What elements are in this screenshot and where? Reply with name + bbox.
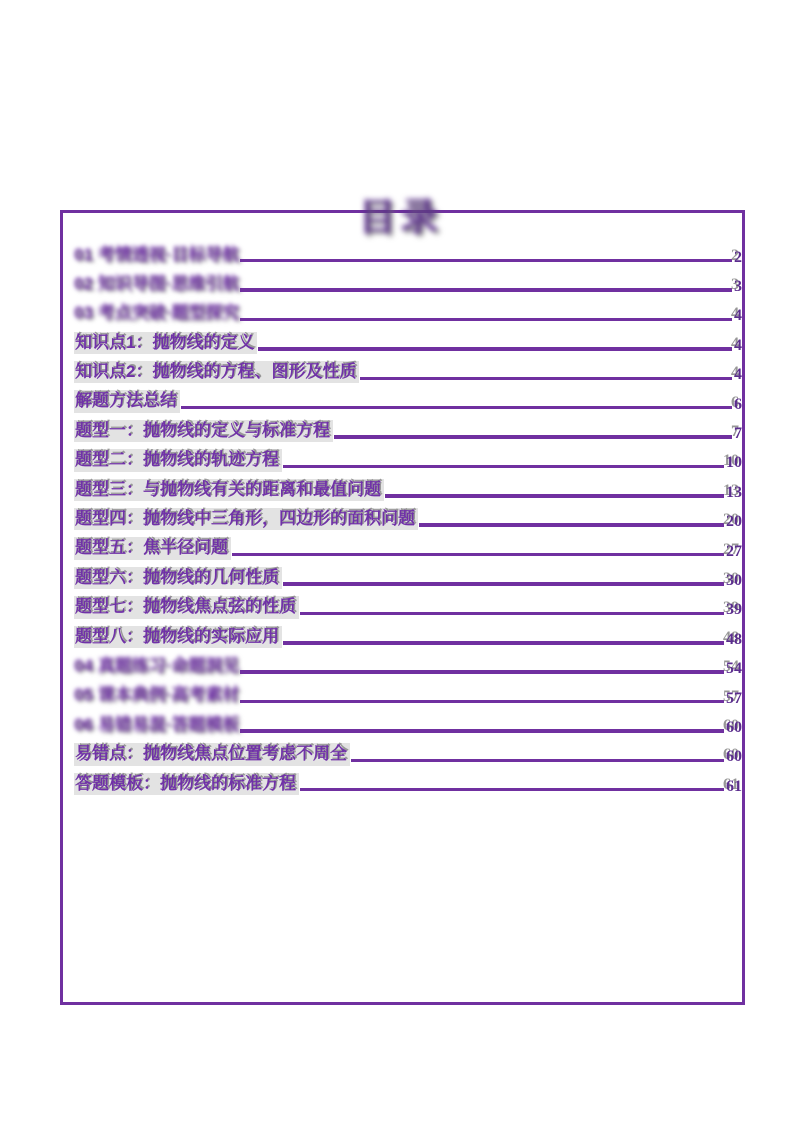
toc-leader-line bbox=[240, 259, 732, 263]
toc-page-number: 61 bbox=[726, 777, 742, 795]
toc-page-number: 7 bbox=[734, 425, 742, 443]
toc-entry-label: 题型四：抛物线中三角形，四边形的面积问题 bbox=[74, 508, 418, 530]
toc-leader-line bbox=[283, 582, 724, 586]
toc-leader-line bbox=[240, 700, 724, 704]
toc-entry[interactable] bbox=[74, 505, 742, 534]
toc-entry-label: 题型五：焦半径问题 bbox=[74, 537, 231, 559]
toc-entry-label: 题型二：抛物线的轨迹方程 bbox=[74, 449, 282, 471]
toc-page-number: 4 bbox=[734, 336, 742, 354]
toc-leader-line bbox=[419, 523, 724, 527]
toc-entry[interactable] bbox=[74, 534, 742, 563]
toc-entry-label: 知识点2：抛物线的方程、图形及性质 bbox=[74, 361, 359, 383]
toc-entry-label: 01 考情透视·目标导航 bbox=[74, 244, 240, 264]
toc-entry-label: 解题方法总结 bbox=[74, 390, 180, 412]
toc-leader-line bbox=[351, 759, 724, 763]
toc-leader-line bbox=[181, 406, 732, 410]
toc-entry[interactable] bbox=[74, 622, 742, 651]
toc-page-number: 54 bbox=[726, 660, 742, 678]
toc-entry[interactable] bbox=[74, 475, 742, 504]
toc-leader-line bbox=[240, 318, 732, 322]
toc-entry-label: 题型三：与抛物线有关的距离和最值问题 bbox=[74, 479, 384, 501]
toc-entry-label: 题型一：抛物线的定义与标准方程 bbox=[74, 420, 333, 442]
toc-page-number: 57 bbox=[726, 689, 742, 707]
toc-entry[interactable] bbox=[74, 240, 742, 269]
toc-title: 目录 bbox=[357, 197, 442, 239]
toc-page-number: 60 bbox=[726, 718, 742, 736]
toc-entry[interactable] bbox=[74, 269, 742, 298]
toc-entry-label: 答题模板：抛物线的标准方程 bbox=[74, 773, 299, 795]
toc-page-number: 3 bbox=[734, 278, 742, 296]
toc-page-number: 39 bbox=[726, 601, 742, 619]
toc-leader-line bbox=[240, 729, 724, 733]
toc-entry-label: 02 知识导图·思维引航 bbox=[74, 273, 240, 293]
toc-page-number: 30 bbox=[726, 571, 742, 589]
toc-entry-label: 题型六：抛物线的几何性质 bbox=[74, 567, 282, 589]
toc-entry-label: 03 考点突破·题型探究 bbox=[74, 303, 240, 323]
toc-leader-line bbox=[240, 670, 724, 674]
toc-entry[interactable] bbox=[74, 740, 742, 769]
toc-leader-line bbox=[360, 377, 732, 381]
toc-leader-line bbox=[258, 347, 732, 351]
toc-entry[interactable] bbox=[74, 563, 742, 592]
toc-leader-line bbox=[283, 641, 724, 645]
toc-entry[interactable] bbox=[74, 593, 742, 622]
toc-entry-label: 题型八：抛物线的实际应用 bbox=[74, 626, 282, 648]
toc-entry[interactable] bbox=[74, 710, 742, 739]
toc-page-number: 6 bbox=[734, 395, 742, 413]
toc-leader-line bbox=[283, 465, 724, 469]
toc-page-number: 60 bbox=[726, 748, 742, 766]
toc-entry[interactable] bbox=[74, 651, 742, 680]
toc-leader-line bbox=[300, 788, 724, 792]
toc-entry[interactable] bbox=[74, 446, 742, 475]
toc-entry[interactable] bbox=[74, 416, 742, 445]
toc-entry-label: 04 真题练习·命题洞见 bbox=[74, 655, 240, 675]
toc-entry-label: 知识点1：抛物线的定义 bbox=[74, 332, 257, 354]
toc-entry-label: 06 易错易混·答题模板 bbox=[74, 714, 240, 734]
toc-entry[interactable] bbox=[74, 299, 742, 328]
toc-leader-line bbox=[385, 494, 724, 498]
toc-entry-label: 易错点：抛物线焦点位置考虑不周全 bbox=[74, 743, 350, 765]
toc-entry[interactable] bbox=[74, 328, 742, 357]
toc-entry-label: 题型七：抛物线焦点弦的性质 bbox=[74, 596, 299, 618]
toc-page-number: 20 bbox=[726, 513, 742, 531]
toc-entry-label: 05 课本典例·高考素材 bbox=[74, 685, 240, 705]
toc-entry[interactable] bbox=[74, 769, 742, 798]
toc-entry[interactable] bbox=[74, 387, 742, 416]
toc-leader-line bbox=[300, 612, 724, 616]
toc-page-number: 4 bbox=[734, 307, 742, 325]
toc-page-number: 48 bbox=[726, 630, 742, 648]
toc-page-number: 4 bbox=[734, 366, 742, 384]
toc-entry[interactable] bbox=[74, 358, 742, 387]
toc-entry[interactable] bbox=[74, 681, 742, 710]
toc-page-number: 10 bbox=[726, 454, 742, 472]
toc-leader-line bbox=[232, 553, 724, 557]
toc-page-number: 2 bbox=[734, 248, 742, 266]
toc-page-number: 13 bbox=[726, 483, 742, 501]
toc-page-number: 27 bbox=[726, 542, 742, 560]
toc-leader-line bbox=[240, 288, 732, 292]
toc-list bbox=[74, 240, 742, 798]
toc-leader-line bbox=[334, 435, 732, 439]
